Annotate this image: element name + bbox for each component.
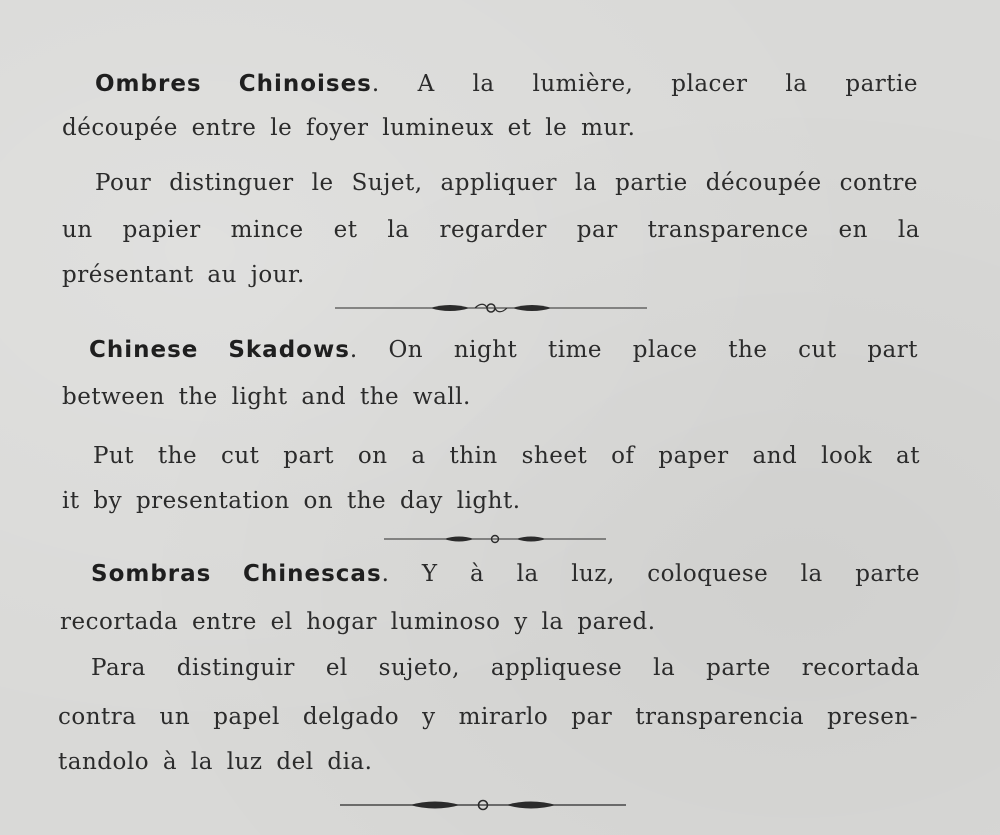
section-3-para2-line2: contra un papel delgado y mirarlo par transparencia presen- (58, 704, 918, 730)
section-3-line1-text: . Y à la luz, coloquese la parte (381, 561, 920, 587)
section-2-para2-line1: Put the cut part on a thin sheet of paper and look at (93, 443, 920, 469)
section-1-para2-line1: Pour distinguer le Sujet, appliquer la partie découpée contre (95, 170, 918, 196)
section-1-first-line (95, 69, 918, 99)
ornament-divider-2 (384, 532, 606, 546)
section-3-line2: recortada entre el hogar luminoso y la pared. (60, 609, 656, 635)
section-3-heading: Sombras Chinescas (91, 561, 382, 587)
ornament-divider-1 (335, 301, 647, 315)
section-3-para2-line3: tandolo à la luz del dia. (58, 749, 373, 775)
section-1-line1-text: . A la lumière, placer la partie (371, 71, 918, 97)
section-3-para2-line1: Para distinguir el sujeto, appliquese la parte recortada (91, 655, 920, 681)
section-1-para2-line3: présentant au jour. (62, 262, 305, 288)
ornament-divider-3 (340, 798, 626, 812)
section-1-line2: découpée entre le foyer lumineux et le mur. (62, 115, 636, 141)
section-2-first-line (89, 335, 918, 365)
section-2-line2: between the light and the wall. (62, 384, 471, 410)
section-1-heading: Ombres Chinoises (95, 71, 372, 97)
section-2-line1-text: . On night time place the cut part (349, 337, 918, 363)
section-2-heading: Chinese Skadows (89, 337, 350, 363)
section-3-first-line (91, 559, 920, 589)
section-1-para2-line2: un papier mince et la regarder par transparence en la (62, 217, 920, 243)
section-2-para2-line2: it by presentation on the day light. (62, 488, 521, 514)
